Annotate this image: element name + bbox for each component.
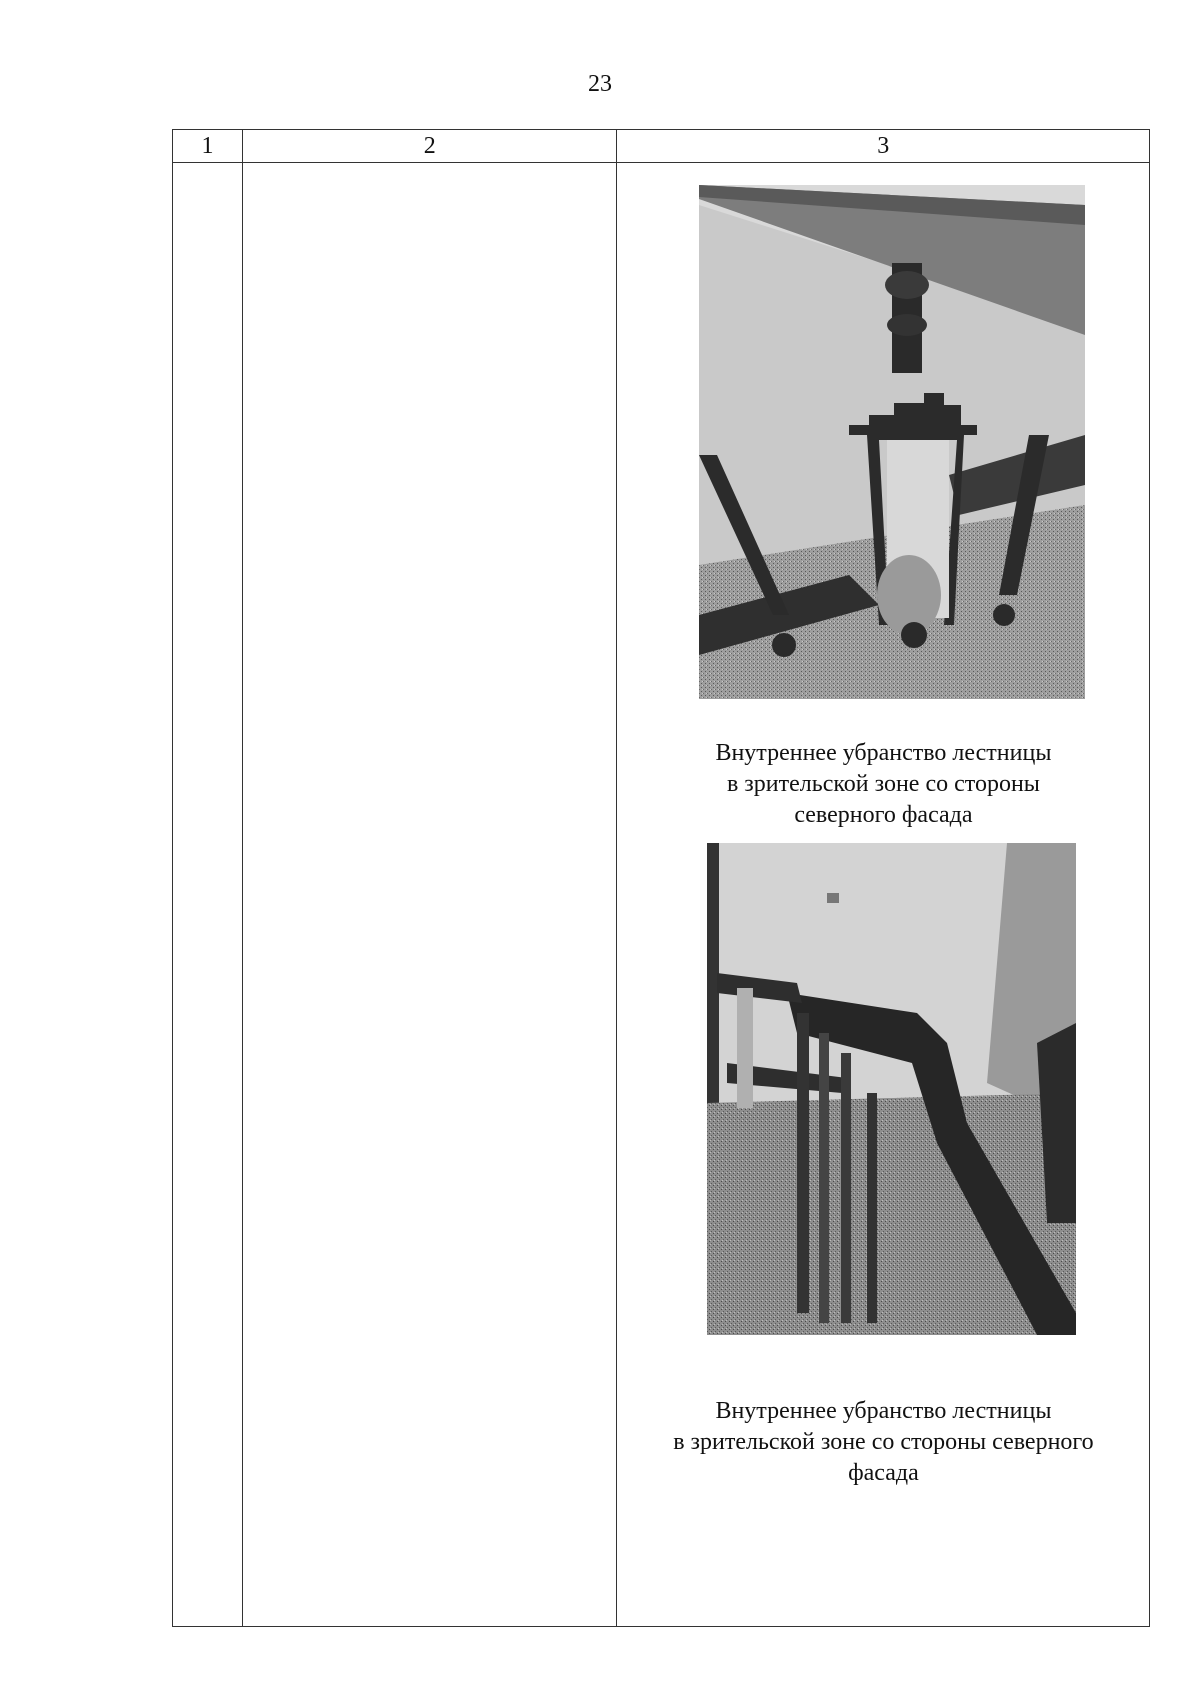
header-cell-3: 3: [617, 130, 1150, 163]
table-header-row: [173, 130, 1150, 163]
cell-number: [173, 163, 243, 1627]
page-number: 23: [588, 71, 612, 97]
staircase-handrail-photo: [707, 843, 1076, 1335]
photo-caption: Внутреннее убранство лестницы в зрительской зоне со стороны северного фасада: [715, 740, 1052, 828]
header-cell-1: 1: [173, 130, 243, 163]
table-row: [173, 163, 1150, 1627]
cell-description: [243, 163, 617, 1627]
header-cell-2: 2: [243, 130, 617, 163]
document-table: [172, 129, 1150, 1627]
cell-photos: [617, 163, 1150, 1627]
staircase-baluster-photo: [699, 185, 1085, 699]
photo-caption: Внутреннее убранство лестницы в зрительской зоне со стороны северного фасада: [673, 1398, 1094, 1486]
